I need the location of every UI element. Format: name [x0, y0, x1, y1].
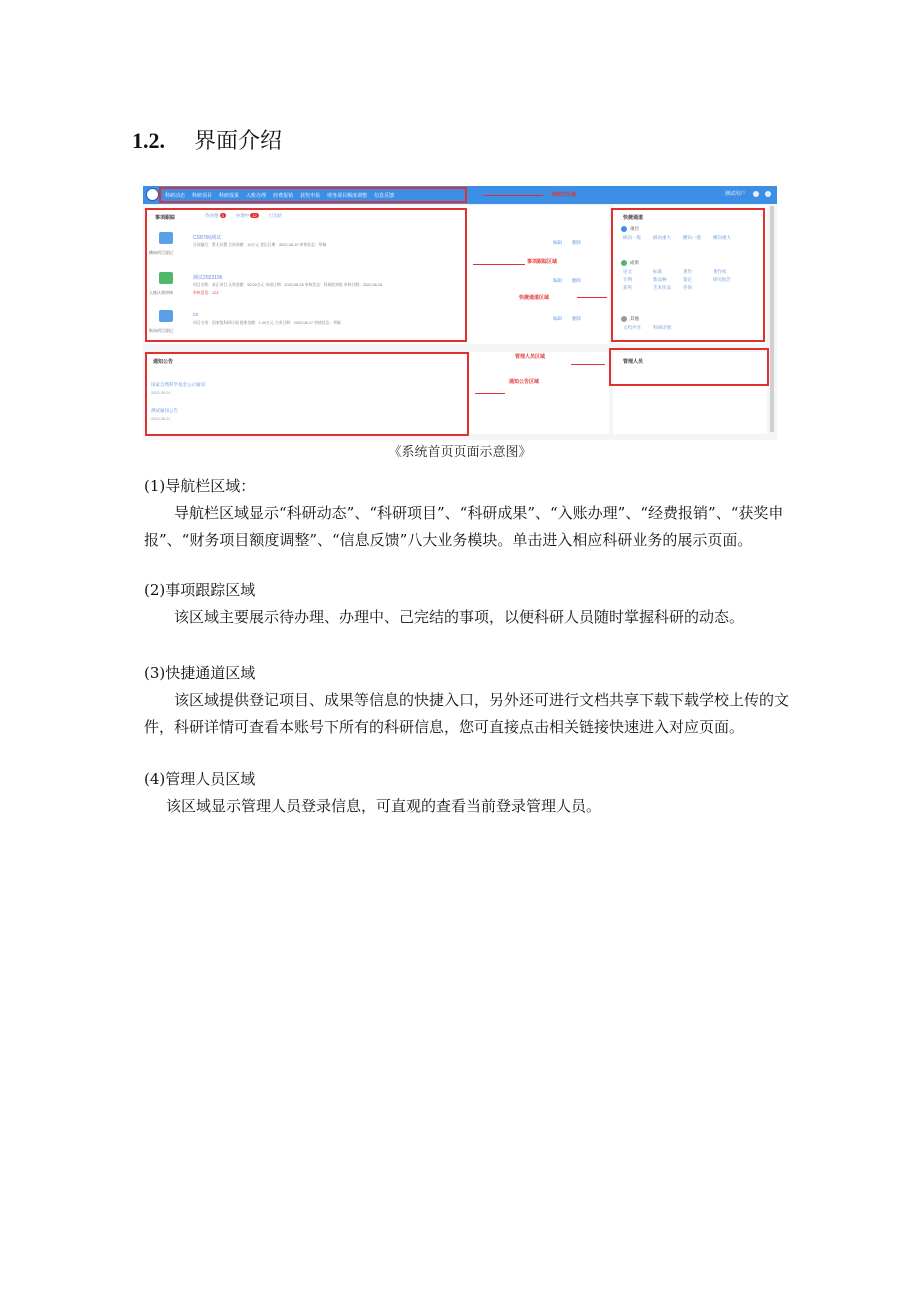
group-name: 成果	[630, 260, 639, 265]
tab-todo[interactable]: 待办理 3	[205, 213, 224, 218]
nav-item[interactable]: 科研项目	[192, 192, 213, 199]
quick-link[interactable]: 标准	[653, 269, 662, 274]
quick-annotation: 快捷通道区域	[519, 295, 550, 301]
bell-icon[interactable]	[753, 191, 759, 197]
item-title[interactable]: 测试2023106	[193, 275, 223, 281]
quick-link[interactable]: 论文	[623, 269, 632, 274]
tracking-title: 事项跟踪	[155, 215, 176, 221]
delete-button[interactable]: 删除	[572, 316, 581, 321]
nav-item[interactable]: 科研成果	[219, 192, 240, 199]
section-body: 该区域提供登记项目、成果等信息的快捷入口，另外还可进行文档共享下载下载学校上传的文件，科研详情可查看本账号下所有的科研信息，您可直接点击相关链接快速进入对应页面。	[144, 691, 790, 736]
quick-arrow	[577, 297, 607, 298]
item-actions	[553, 278, 581, 284]
item-title[interactable]: CS8766测试	[193, 235, 222, 241]
nav-item[interactable]: 科研动态	[165, 192, 186, 199]
notice-title: 通知公告	[153, 359, 174, 365]
section-subtitle: (1)导航栏区域：	[144, 477, 256, 495]
section-subtitle: (3)快捷通道区域	[144, 664, 256, 682]
section-subtitle: (4)管理人员区域	[144, 770, 256, 788]
item-caption: 纵向项目登记	[149, 328, 173, 333]
section-nav	[144, 473, 794, 554]
nav-item[interactable]: 入账办理	[246, 192, 267, 199]
notice-highlight-box	[145, 352, 469, 436]
nav-highlight-box	[159, 187, 467, 203]
tracking-highlight-box	[145, 208, 467, 342]
quick-link[interactable]: 研究报告	[713, 277, 731, 282]
section-tracking	[144, 577, 794, 631]
tracking-arrow	[473, 264, 525, 265]
admin-arrow	[571, 364, 605, 365]
admin-title: 管理人员	[623, 359, 644, 365]
quick-link[interactable]: 文档共享	[623, 325, 641, 330]
section-admin	[144, 766, 794, 820]
item-meta: 合同编号：暂无设置 合同金额：10万元 登记日期：2022-08-10 审核状态：草稿	[193, 243, 327, 247]
section-body: 导航栏区域显示“科研动态”、“科研项目”、“科研成果”、“入账办理”、“经费报销”、“获奖申报”、“财务项目额度调整”、“信息反馈”八大业务模块。单击进入相应科研业务的展示页面。	[144, 504, 784, 549]
item-comment: 审核意见：123	[193, 291, 219, 295]
power-icon[interactable]	[765, 191, 771, 197]
delete-button[interactable]: 删除	[572, 278, 581, 283]
item-caption: 入账认领审核	[149, 290, 173, 295]
nav-item[interactable]: 财务项目额度调整	[327, 192, 368, 199]
edit-button[interactable]: 编辑	[553, 240, 562, 245]
quick-highlight-box	[611, 208, 765, 342]
quick-link[interactable]: 专利	[623, 277, 632, 282]
delete-button[interactable]: 删除	[572, 240, 581, 245]
quick-link[interactable]: 获奖	[623, 285, 632, 290]
section-heading	[132, 124, 282, 155]
item-meta: 项目分类：国家级科研计划 批准金额：1.00万元 立项日期：2022-08-17 审核状态：草稿	[193, 321, 341, 325]
section-body: 该区域显示管理人员登录信息，可直观的查看当前登录管理人员。	[166, 797, 602, 815]
notice-item-date: 2023-09-01	[151, 391, 171, 395]
notice-arrow	[475, 393, 505, 394]
quick-link[interactable]: 科研详情	[653, 325, 671, 330]
quick-link[interactable]: 艺术作品	[653, 285, 671, 290]
section-quick	[144, 660, 794, 741]
notice-item-date: 2023-08-21	[151, 417, 171, 421]
item-actions	[553, 316, 581, 322]
admin-highlight-box	[609, 348, 769, 386]
quick-link[interactable]: 著作权	[713, 269, 727, 274]
quick-title: 快捷通道	[623, 215, 644, 221]
tracking-annotation: 事项跟踪区域	[527, 259, 558, 265]
section-title: 界面介绍	[194, 129, 283, 154]
notice-item-title[interactable]: 测试通知公告	[151, 408, 178, 413]
nav-item[interactable]: 获奖申报	[300, 192, 321, 199]
quick-link[interactable]: 著作	[683, 269, 692, 274]
section-body: 该区域主要展示待办理、办理中、己完结的事项，以便科研人员随时掌握科研的动态。	[174, 608, 745, 626]
item-meta: 项目名称：真正项目 认领金额：50.00万元 申请日期：2022-08-26 审核状态：科研院审批 审核日期：2022-08-26	[193, 283, 383, 287]
quick-link[interactable]: 纵向重大	[653, 235, 671, 240]
quick-link[interactable]: 纵向一般	[623, 235, 641, 240]
item-actions	[553, 240, 581, 246]
nav-item[interactable]: 信息反馈	[374, 192, 395, 199]
nav-item[interactable]: 经费报销	[273, 192, 294, 199]
quick-link[interactable]: 横向一般	[683, 235, 701, 240]
quick-link[interactable]: 鉴定	[683, 277, 692, 282]
logo-icon	[146, 188, 159, 201]
group-name: 项目	[630, 226, 639, 231]
admin-annotation: 管理人员区域	[515, 354, 546, 360]
quick-link[interactable]: 新品种	[653, 277, 667, 282]
tab-inprogress[interactable]: 办理中 12	[235, 213, 257, 218]
item-caption: 横向项目登记	[149, 250, 173, 255]
notice-item-title[interactable]: 国家自然科学基金公示通知	[151, 382, 205, 387]
nav-arrow	[483, 195, 543, 196]
scrollbar[interactable]	[770, 206, 774, 432]
section-subtitle: (2)事项跟踪区域	[144, 581, 256, 599]
figure-caption: 《系统首页页面示意图》	[388, 445, 532, 460]
edit-button[interactable]: 编辑	[553, 278, 562, 283]
section-number: 1.2.	[132, 128, 165, 153]
user-menu[interactable]: 测试用户	[724, 191, 745, 197]
item-title[interactable]: cs	[193, 312, 198, 318]
quick-link[interactable]: 咨询	[683, 285, 692, 290]
homepage-screenshot	[143, 186, 777, 440]
tab-done[interactable]: 已完结	[268, 213, 283, 218]
notice-annotation: 通知公告区域	[509, 379, 540, 385]
edit-button[interactable]: 编辑	[553, 316, 562, 321]
nav-annotation: 导航栏区域	[551, 192, 577, 198]
group-name: 其他	[630, 316, 639, 321]
quick-link[interactable]: 横向重大	[713, 235, 731, 240]
